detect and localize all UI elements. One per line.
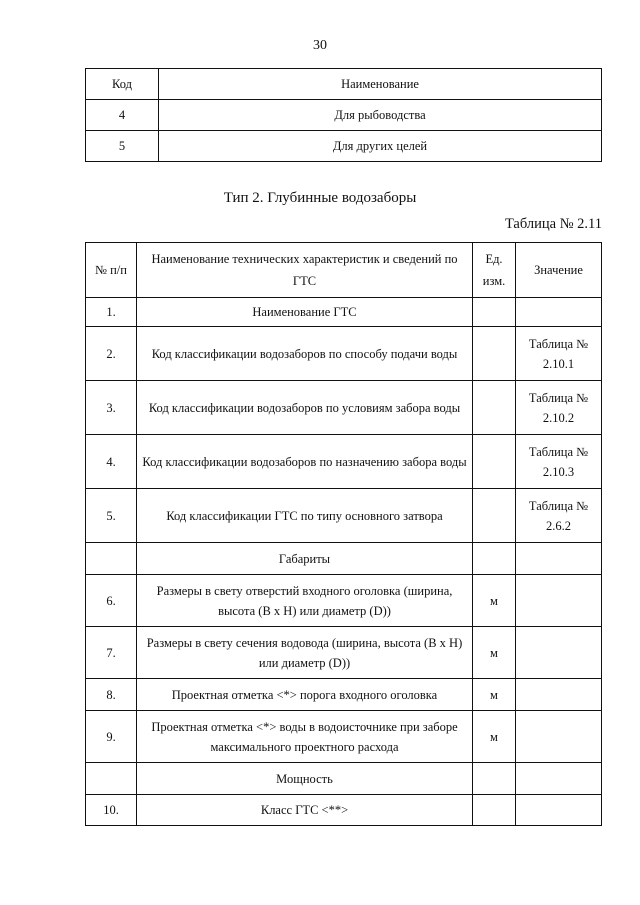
row-number: 2. (86, 327, 137, 381)
row-number (86, 543, 137, 575)
row-unit (473, 327, 516, 381)
table-row (86, 711, 602, 763)
section-heading: Мощность (137, 763, 473, 795)
row-number: 8. (86, 679, 137, 711)
row-value (516, 575, 602, 627)
row-number: 10. (86, 795, 137, 826)
page-number: 30 (313, 38, 327, 53)
table-row (86, 327, 602, 381)
row-number: 9. (86, 711, 137, 763)
row-value (516, 763, 602, 795)
code-table-header-row (86, 69, 602, 100)
table-row (86, 795, 602, 826)
row-number: 7. (86, 627, 137, 679)
table-row (86, 131, 602, 162)
code-cell: 4 (86, 100, 159, 131)
row-number: 1. (86, 298, 137, 327)
table-row (86, 298, 602, 327)
section-row (86, 543, 602, 575)
table-row (86, 489, 602, 543)
row-unit (473, 795, 516, 826)
row-value (516, 627, 602, 679)
row-name: Проектная отметка <*> воды в водоисточнике при заборе максимального проектного расхода (137, 711, 473, 763)
row-value (516, 795, 602, 826)
row-unit: м (473, 627, 516, 679)
section-heading: Габариты (137, 543, 473, 575)
name-cell: Для рыбоводства (159, 100, 602, 131)
table-label: Таблица № 2.11 (504, 216, 602, 232)
row-number: 4. (86, 435, 137, 489)
row-unit: м (473, 711, 516, 763)
row-value (516, 298, 602, 327)
code-table (85, 68, 602, 162)
row-value: Таблица № 2.10.3 (516, 435, 602, 489)
row-number: 3. (86, 381, 137, 435)
name-column-header: Наименование (159, 69, 602, 100)
table-row (86, 575, 602, 627)
row-name: Размеры в свету сечения водовода (ширина, высота (В x Н) или диаметр (D)) (137, 627, 473, 679)
num-column-header: № п/п (86, 243, 137, 298)
row-name: Код классификации водозаборов по способу подачи воды (137, 327, 473, 381)
row-unit (473, 435, 516, 489)
row-value: Таблица № 2.10.2 (516, 381, 602, 435)
row-name: Код классификации ГТС по типу основного затвора (137, 489, 473, 543)
row-name: Наименование ГТС (137, 298, 473, 327)
section-row (86, 763, 602, 795)
row-unit (473, 763, 516, 795)
table-row (86, 100, 602, 131)
row-value (516, 711, 602, 763)
row-number: 5. (86, 489, 137, 543)
row-value (516, 543, 602, 575)
row-unit: м (473, 575, 516, 627)
row-unit: м (473, 679, 516, 711)
name-column-header: Наименование технических характеристик и сведений по ГТС (137, 243, 473, 298)
row-unit (473, 489, 516, 543)
table-row (86, 381, 602, 435)
section-title: Тип 2. Глубинные водозаборы (223, 190, 417, 206)
value-column-header: Значение (516, 243, 602, 298)
characteristics-table (85, 242, 602, 826)
row-unit (473, 381, 516, 435)
table-header-row (86, 243, 602, 298)
row-value (516, 679, 602, 711)
table-row (86, 435, 602, 489)
row-name: Проектная отметка <*> порога входного оголовка (137, 679, 473, 711)
table-row (86, 627, 602, 679)
row-number: 6. (86, 575, 137, 627)
code-cell: 5 (86, 131, 159, 162)
row-value: Таблица № 2.6.2 (516, 489, 602, 543)
row-value: Таблица № 2.10.1 (516, 327, 602, 381)
row-name: Размеры в свету отверстий входного оголовка (ширина, высота (В x Н) или диаметр (D)) (137, 575, 473, 627)
name-cell: Для других целей (159, 131, 602, 162)
row-number (86, 763, 137, 795)
row-name: Код классификации водозаборов по назначению забора воды (137, 435, 473, 489)
row-name: Код классификации водозаборов по условиям забора воды (137, 381, 473, 435)
row-name: Класс ГТС <**> (137, 795, 473, 826)
code-column-header: Код (86, 69, 159, 100)
unit-column-header: Ед. изм. (473, 243, 516, 298)
row-unit (473, 543, 516, 575)
row-unit (473, 298, 516, 327)
table-row (86, 679, 602, 711)
